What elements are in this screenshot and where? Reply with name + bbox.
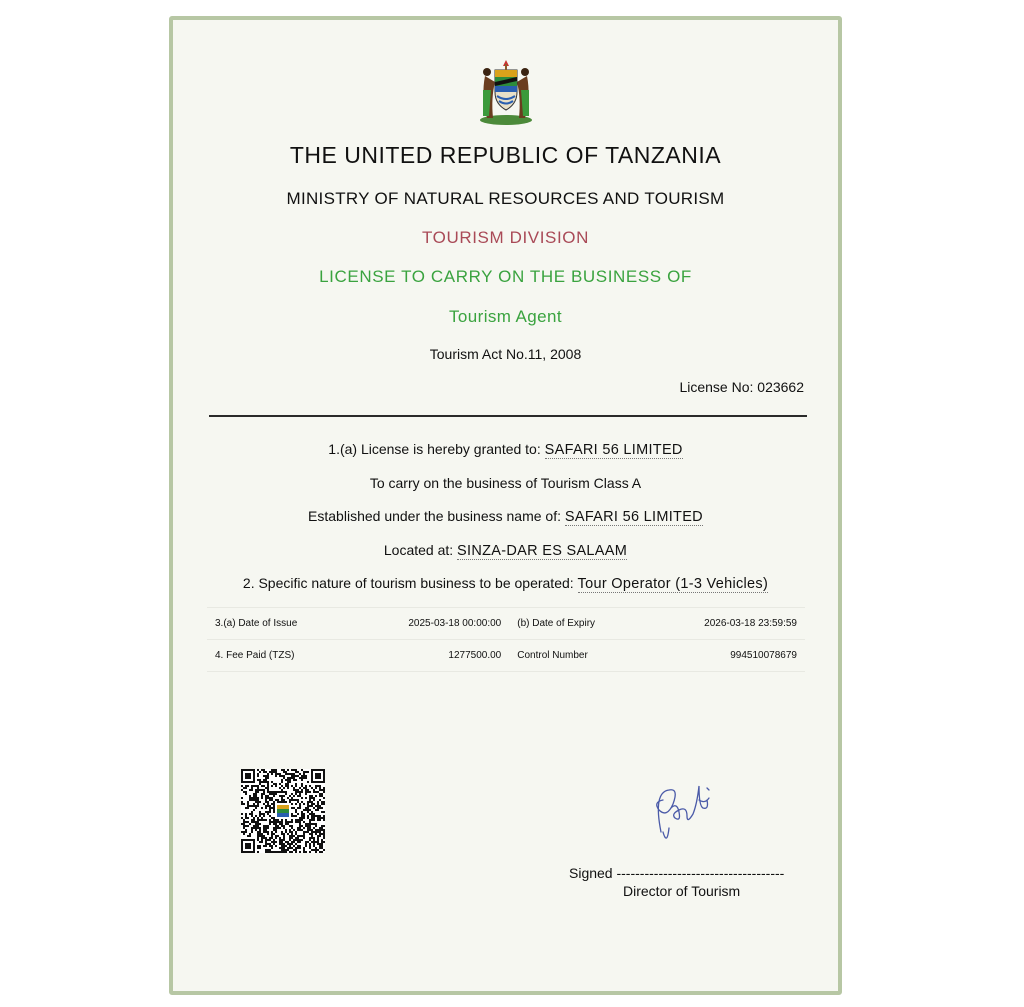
business-name-label: Established under the business name of: [308,508,561,524]
license-certificate [169,16,842,995]
divider [209,415,807,417]
fee-paid-value: 1277500.00 [350,640,509,672]
location-value: SINZA-DAR ES SALAAM [457,543,628,559]
issue-date-label: 3.(a) Date of Issue [207,608,350,640]
license-details-table [207,607,805,672]
division-title: TOURISM DIVISION [421,228,590,247]
control-number-value: 994510078679 [646,640,805,672]
control-number-label: Control Number [509,640,646,672]
business-type: Tourism Agent [449,307,562,326]
granted-line [173,441,838,458]
issue-date-value: 2025-03-18 00:00:00 [350,608,509,640]
nature-value: Tour Operator (1-3 Vehicles) [577,576,769,592]
country-title: THE UNITED REPUBLIC OF TANZANIA [289,142,722,168]
expiry-date-value: 2026-03-18 23:59:59 [646,608,805,640]
class-line: To carry on the business of Tourism Class A [369,475,642,491]
location-line [173,542,838,559]
business-name-value: SAFARI 56 LIMITED [564,509,703,525]
granted-value: SAFARI 56 LIMITED [544,442,683,458]
coat-of-arms-icon [475,56,537,126]
license-number-value: 023662 [757,379,804,395]
license-number-label: License No: [679,379,754,395]
act-reference: Tourism Act No.11, 2008 [429,346,582,362]
ministry-title: MINISTRY OF NATURAL RESOURCES AND TOURISM [286,189,725,208]
business-name-line [173,508,838,525]
signatory-title: Director of Tourism [623,883,741,899]
table-row [207,640,805,672]
nature-line [173,575,838,592]
license-number [679,379,804,395]
signed-line: Signed ------------------------------------ [569,865,785,881]
table-row [207,608,805,640]
nature-label: 2. Specific nature of tourism business to be operated: [242,575,574,591]
expiry-date-label: (b) Date of Expiry [509,608,646,640]
license-heading: LICENSE TO CARRY ON THE BUSINESS OF [319,267,692,286]
fee-paid-label: 4. Fee Paid (TZS) [207,640,350,672]
signature-icon [641,772,731,852]
qr-code-icon [241,769,325,853]
granted-label: 1.(a) License is hereby granted to: [328,441,541,457]
location-label: Located at: [383,542,454,558]
